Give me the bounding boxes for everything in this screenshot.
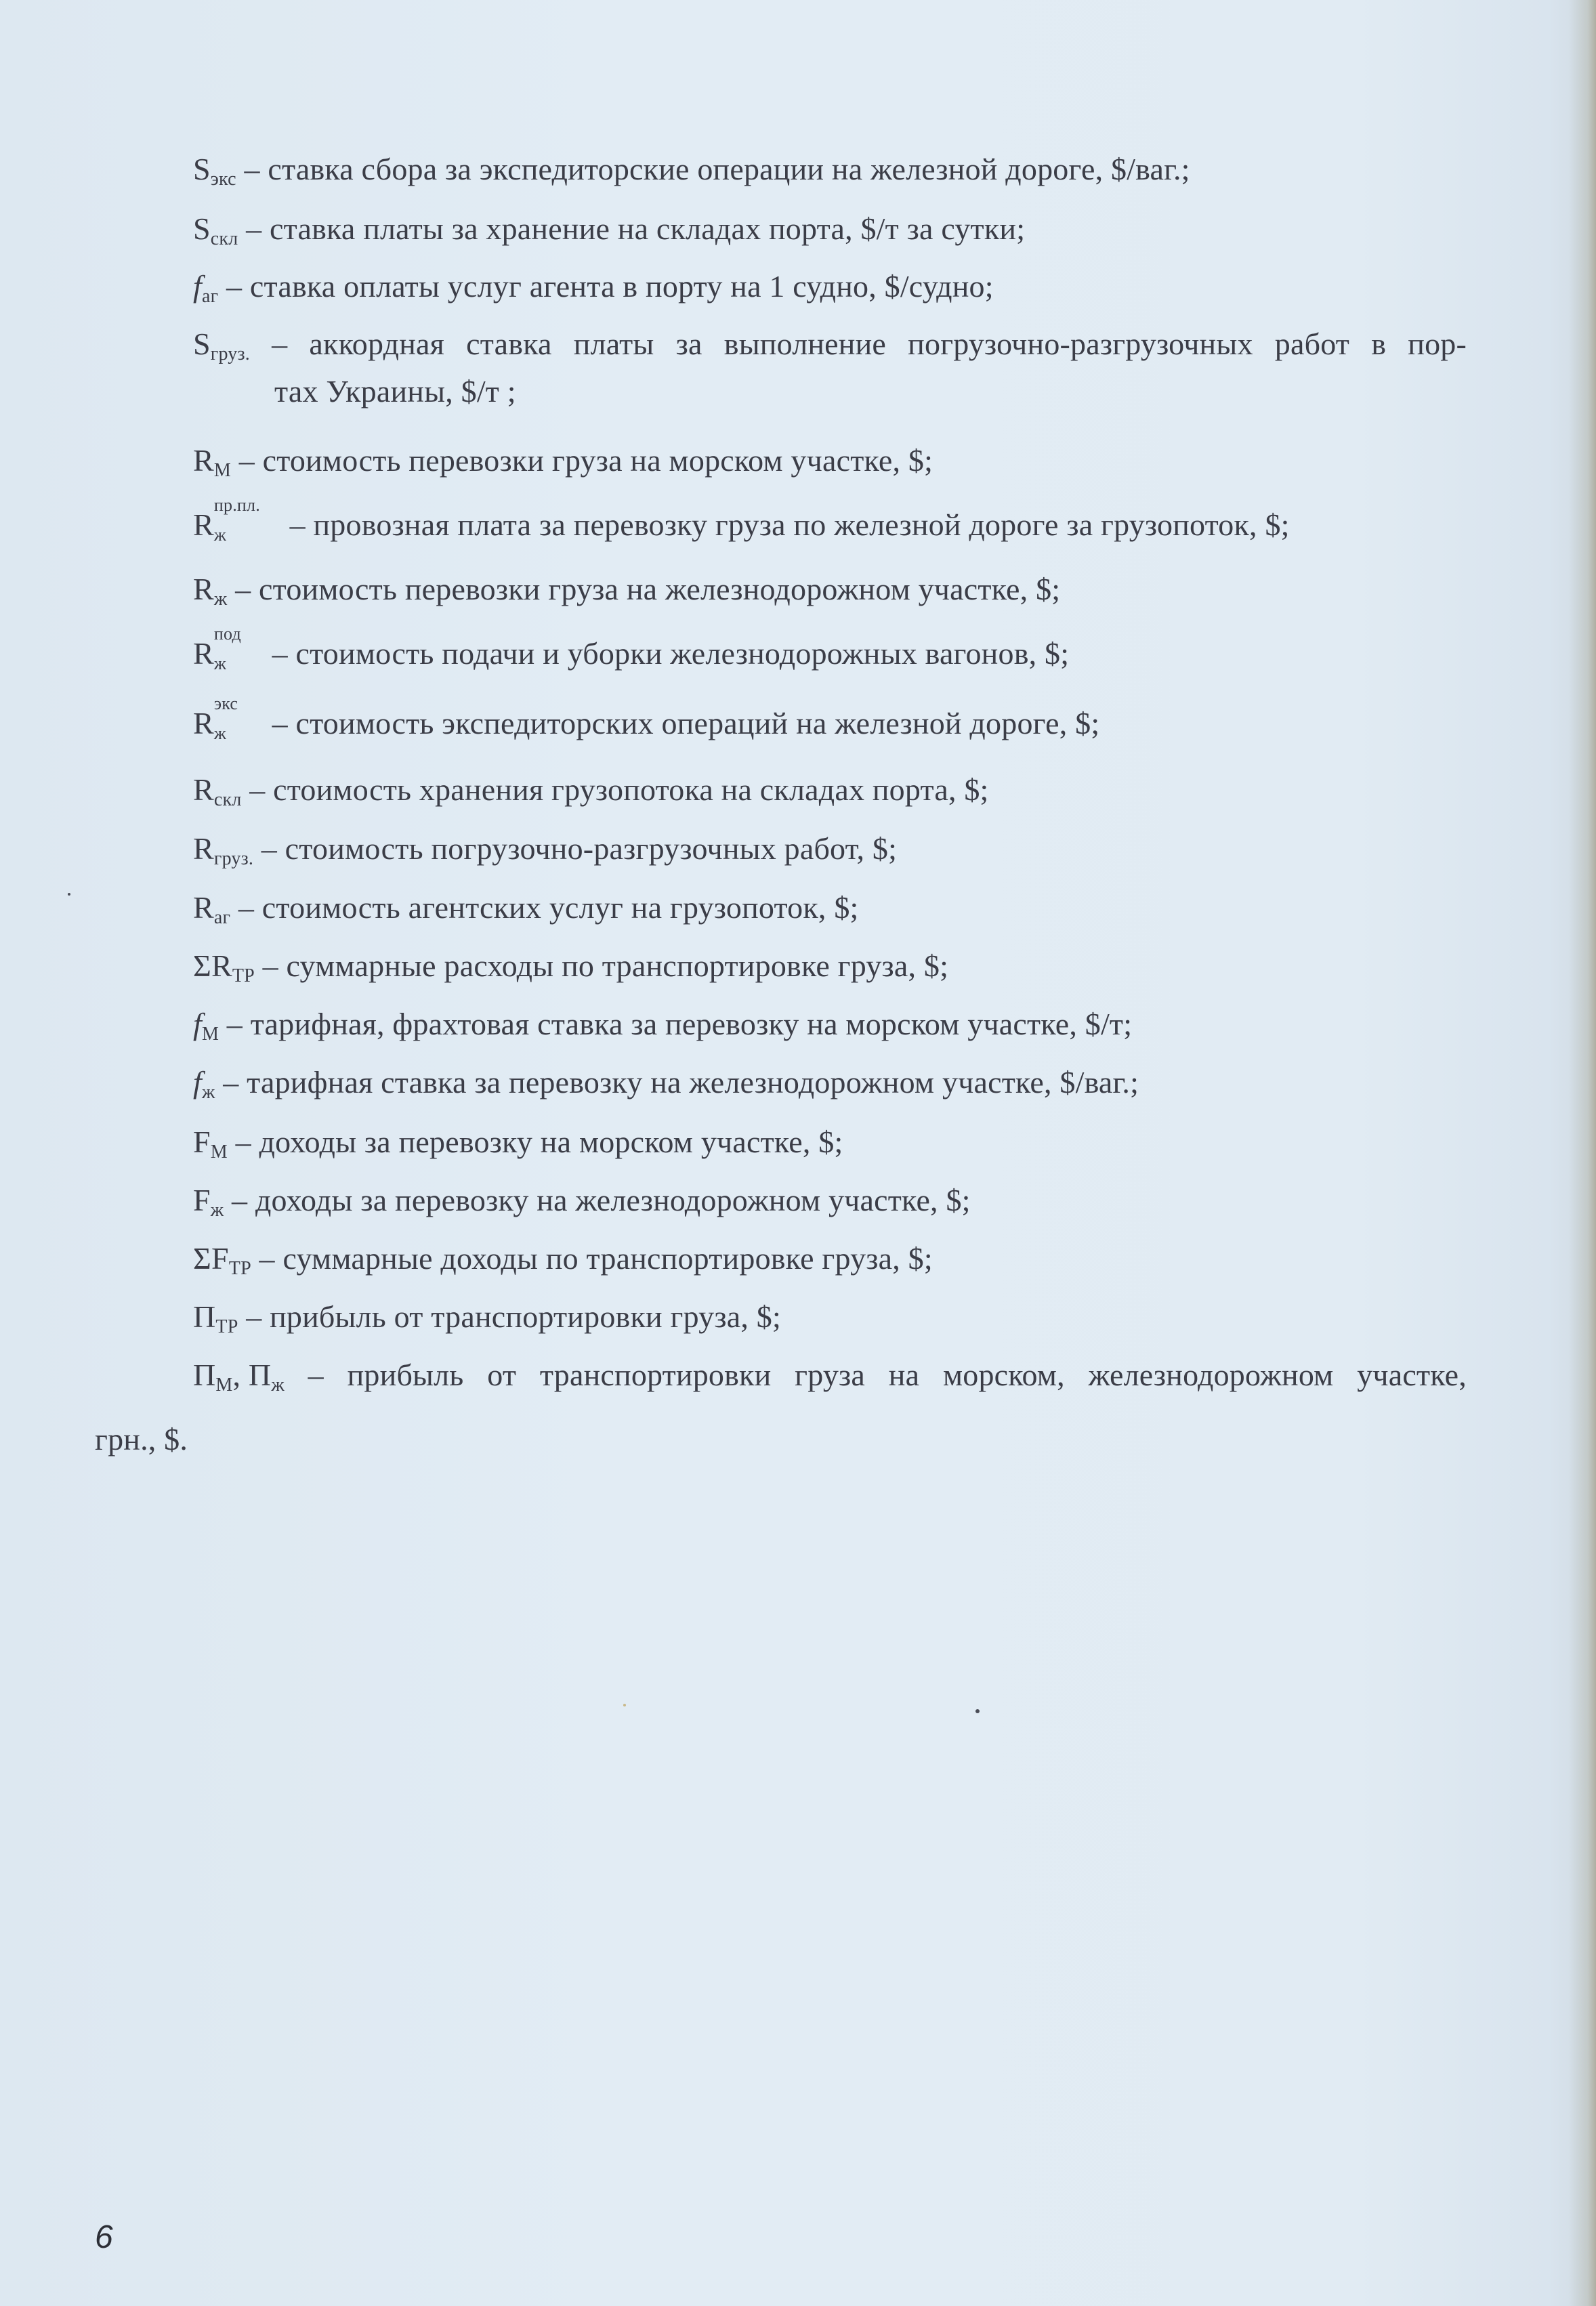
definition-text: – провозная плата за перевозку груза по железной дороге за грузопоток, $; [281,507,1290,542]
index-stack [213,624,264,674]
symbol: S [193,152,211,186]
definition-sum-F-tr [193,1238,933,1289]
definition-text: – стоимость хранения грузопотока на складах порта, $; [241,772,989,807]
symbol: R [193,572,214,606]
definition-p-tr [193,1297,781,1347]
subscript: ж [201,1082,215,1103]
symbol: П [193,1299,216,1334]
definition-text: – прибыль от транспортировки груза, $; [238,1299,781,1334]
definition-f-ag [193,266,994,317]
scan-speck [68,893,70,896]
symbol: R [193,443,214,478]
subscript: М [215,1375,233,1396]
subscript: аг [213,907,231,928]
superscript: пр.пл. [213,495,260,515]
definition-text: – аккордная ставка платы за выполнение погрузочно-разгрузочных работ в пор- [249,327,1467,361]
definition-p-m-zh-continuation [95,1419,188,1460]
definition-f-zh-rate [193,1062,1139,1113]
subscript: ж [213,724,227,743]
subscript-second: ж [271,1375,285,1396]
definition-r-zh-eks [193,694,1100,744]
definition-s-gruz-continuation [274,371,516,412]
definition-r-zh-pod [193,624,1070,674]
definition-r-zh-prpl [193,495,1290,545]
definition-text: – суммарные доходы по транспортировке груза, $; [251,1241,933,1276]
index-stack [213,694,264,744]
superscript: под [213,624,241,644]
subscript: ж [213,589,228,610]
subscript: груз. [213,848,254,869]
definition-s-skl [193,209,1025,259]
page-number: 6 [95,2219,113,2255]
definition-text: – стоимость экспедиторских операций на железной дороге, $; [264,706,1100,740]
symbol-second: , П [232,1358,272,1392]
definition-text: – суммарные расходы по транспортировке груза, $; [254,948,949,983]
definition-r-gruz [193,829,897,879]
subscript: ж [213,654,227,673]
definition-r-zh [193,569,1060,620]
definition-text: – стоимость перевозки груза на железнодорожном участке, $; [227,572,1061,606]
symbol: F [193,1125,211,1159]
subscript: скл [210,228,238,249]
symbol: f [193,269,202,303]
index-stack [213,495,282,545]
symbol: R [193,636,214,671]
definition-f-m-rate [193,1004,1132,1055]
definition-r-skl [193,770,989,820]
subscript: экс [210,169,236,190]
definition-r-m [193,440,933,491]
definition-text-continuation: тах Украины, $/т ; [274,374,516,408]
definition-text: – ставка сбора за экспедиторские операции на железной дороге, $/ваг.; [236,152,1190,186]
symbol: S [193,211,211,246]
symbol: S [193,327,211,361]
superscript: экс [213,694,238,713]
symbol: П [193,1358,216,1392]
symbol: F [193,1183,211,1217]
subscript: ж [213,525,227,545]
symbol: R [193,831,214,866]
definition-text: – прибыль от транспортировки груза на морском, железнодорожном участке, [284,1358,1467,1392]
definition-F-m [193,1122,843,1173]
definition-sum-r-tr [193,946,948,997]
definition-text: – доходы за перевозку на морском участке, $; [227,1125,843,1159]
definition-text: – тарифная, фрахтовая ставка за перевозку на морском участке, $/т; [219,1007,1133,1041]
subscript: М [201,1024,219,1045]
subscript: ТР [232,965,255,986]
definition-text: – тарифная ставка за перевозку на железнодорожном участке, $/ваг.; [215,1065,1139,1099]
symbol: f [193,1065,202,1099]
scan-speck [623,1704,626,1706]
subscript: ж [210,1200,224,1221]
definition-text: – стоимость подачи и уборки железнодорожных вагонов, $; [264,636,1070,671]
subscript: груз. [210,343,250,364]
definition-s-gruz [193,324,1467,375]
definition-r-ag [193,887,859,938]
symbol: R [193,706,214,740]
symbol: R [193,507,214,542]
page-edge-shadow [1569,0,1596,2306]
subscript: скл [213,789,242,810]
definition-text: – доходы за перевозку на железнодорожном участке, $; [224,1183,971,1217]
definition-text: – ставка оплаты услуг агента в порту на 1 судно, $/судно; [218,269,994,303]
definition-text: – стоимость перевозки груза на морском участке, $; [231,443,933,478]
symbol: ΣF [193,1241,229,1276]
subscript: аг [201,286,219,307]
subscript: ТР [215,1316,238,1337]
definition-text: – стоимость погрузочно-разгрузочных работ, $; [253,831,898,866]
definition-text: – стоимость агентских услуг на грузопоток, $; [230,890,859,925]
definition-text-continuation: грн., $. [95,1422,188,1456]
subscript: М [213,460,231,481]
symbol: R [193,772,214,807]
definition-s-eks [193,149,1190,200]
definition-F-zh [193,1180,971,1231]
subscript: М [210,1141,228,1162]
symbol: f [193,1007,202,1041]
definition-text: – ставка платы за хранение на складах порта, $/т за сутки; [238,211,1026,246]
definition-p-m-zh [193,1355,1467,1406]
scan-speck [975,1709,980,1713]
subscript: ТР [228,1258,251,1279]
symbol: ΣR [193,948,232,983]
symbol: R [193,890,214,925]
